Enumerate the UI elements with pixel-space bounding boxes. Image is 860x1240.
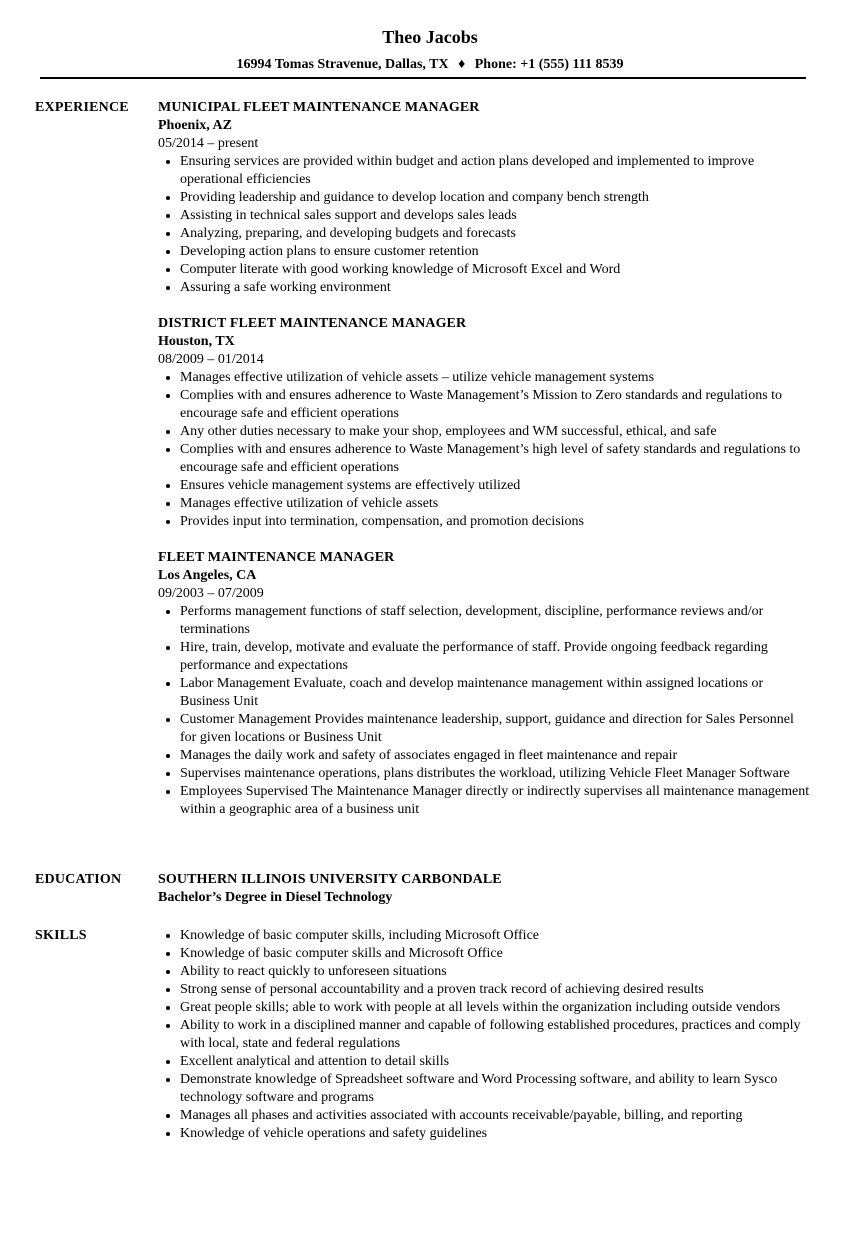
job-dates: 08/2009 – 01/2014 — [158, 352, 264, 367]
job-bullets — [158, 153, 810, 297]
job-bullet: • Any other duties necessary to make your shop, employees and WM successful, ethical, and safe — [180, 423, 810, 441]
school-name: SOUTHERN ILLINOIS UNIVERSITY CARBONDALE — [158, 872, 502, 887]
job-bullets — [158, 369, 810, 531]
header-divider — [40, 77, 806, 79]
job-bullet: • Manages effective utilization of vehicle assets — [180, 495, 810, 513]
job-bullet: • Complies with and ensures adherence to Waste Management’s Mission to Zero standards and regulations to encourage safe and efficient operations — [180, 387, 810, 423]
job-title: DISTRICT FLEET MAINTENANCE MANAGER — [158, 316, 467, 331]
skill-item: • Strong sense of personal accountability and a proven track record of achieving desired results — [180, 981, 810, 999]
education-label: EDUCATION — [35, 872, 122, 887]
candidate-name: Theo Jacobs — [382, 27, 478, 47]
diamond-separator-icon: ♦ — [458, 57, 466, 72]
job-bullet: • Developing action plans to ensure customer retention — [180, 243, 810, 261]
job-bullet: • Computer literate with good working knowledge of Microsoft Excel and Word — [180, 261, 810, 279]
job-bullet: • Manages effective utilization of vehicle assets – utilize vehicle management systems — [180, 369, 810, 387]
job-location: Houston, TX — [158, 334, 235, 349]
job-title: FLEET MAINTENANCE MANAGER — [158, 550, 395, 565]
job-entry — [158, 315, 810, 531]
skill-item: • Knowledge of basic computer skills, including Microsoft Office — [180, 927, 810, 945]
contact-phone: Phone: +1 (555) 111 8539 — [474, 57, 624, 72]
job-bullet: • Providing leadership and guidance to develop location and company bench strength — [180, 189, 810, 207]
skill-item: • Ability to work in a disciplined manner and capable of following established procedures, practices and comply with local, state and federal regulations — [180, 1017, 810, 1053]
experience-body — [158, 99, 810, 837]
job-bullet: • Provides input into termination, compensation, and promotion decisions — [180, 513, 810, 531]
job-bullets — [158, 603, 810, 819]
skill-item: • Knowledge of basic computer skills and Microsoft Office — [180, 945, 810, 963]
education-body — [158, 871, 810, 907]
skill-item: • Manages all phases and activities associated with accounts receivable/payable, billing, and reporting — [180, 1107, 810, 1125]
job-bullet: • Manages the daily work and safety of associates engaged in fleet maintenance and repair — [180, 747, 810, 765]
job-title: MUNICIPAL FLEET MAINTENANCE MANAGER — [158, 100, 480, 115]
job-bullet: • Supervises maintenance operations, plans distributes the workload, utilizing Vehicle Fleet Manager Software — [180, 765, 810, 783]
job-bullet: • Labor Management Evaluate, coach and develop maintenance management within assigned locations or Business Unit — [180, 675, 810, 711]
skill-item: • Demonstrate knowledge of Spreadsheet software and Word Processing software, and ability to learn Sysco technology software and programs — [180, 1071, 810, 1107]
job-bullet: • Complies with and ensures adherence to Waste Management’s high level of safety standards and regulations to encourage safe and efficient operations — [180, 441, 810, 477]
job-dates: 05/2014 – present — [158, 136, 259, 151]
experience-label: EXPERIENCE — [35, 100, 129, 115]
job-entry — [158, 99, 810, 297]
contact-line — [0, 56, 860, 74]
skills-label: SKILLS — [35, 928, 87, 943]
job-bullet: • Ensures vehicle management systems are effectively utilized — [180, 477, 810, 495]
skill-item: • Great people skills; able to work with people at all levels within the organization including outside vendors — [180, 999, 810, 1017]
skill-item: • Knowledge of vehicle operations and safety guidelines — [180, 1125, 810, 1143]
job-bullet: • Customer Management Provides maintenance leadership, support, guidance and direction for Sales Personnel for given locations or Business Unit — [180, 711, 810, 747]
resume-header — [0, 26, 860, 74]
job-bullet: • Hire, train, develop, motivate and evaluate the performance of staff. Provide ongoing feedback regarding performance and expectations — [180, 639, 810, 675]
job-dates: 09/2003 – 07/2009 — [158, 586, 264, 601]
degree: Bachelor’s Degree in Diesel Technology — [158, 890, 393, 905]
skills-body — [158, 927, 810, 1143]
job-bullet: • Performs management functions of staff selection, development, discipline, performance reviews and/or terminations — [180, 603, 810, 639]
skill-item: • Excellent analytical and attention to detail skills — [180, 1053, 810, 1071]
job-bullet: • Assuring a safe working environment — [180, 279, 810, 297]
job-entry — [158, 549, 810, 819]
job-bullet: • Ensuring services are provided within budget and action plans developed and implemented to improve operational efficiencies — [180, 153, 810, 189]
contact-address: 16994 Tomas Stravenue, Dallas, TX — [236, 57, 449, 72]
job-location: Phoenix, AZ — [158, 118, 232, 133]
skill-item: • Ability to react quickly to unforeseen situations — [180, 963, 810, 981]
skills-list — [158, 927, 810, 1143]
job-bullet: • Assisting in technical sales support and develops sales leads — [180, 207, 810, 225]
job-bullet: • Employees Supervised The Maintenance Manager directly or indirectly supervises all maintenance management within a geographic area of a business unit — [180, 783, 810, 819]
job-location: Los Angeles, CA — [158, 568, 257, 583]
job-bullet: • Analyzing, preparing, and developing budgets and forecasts — [180, 225, 810, 243]
